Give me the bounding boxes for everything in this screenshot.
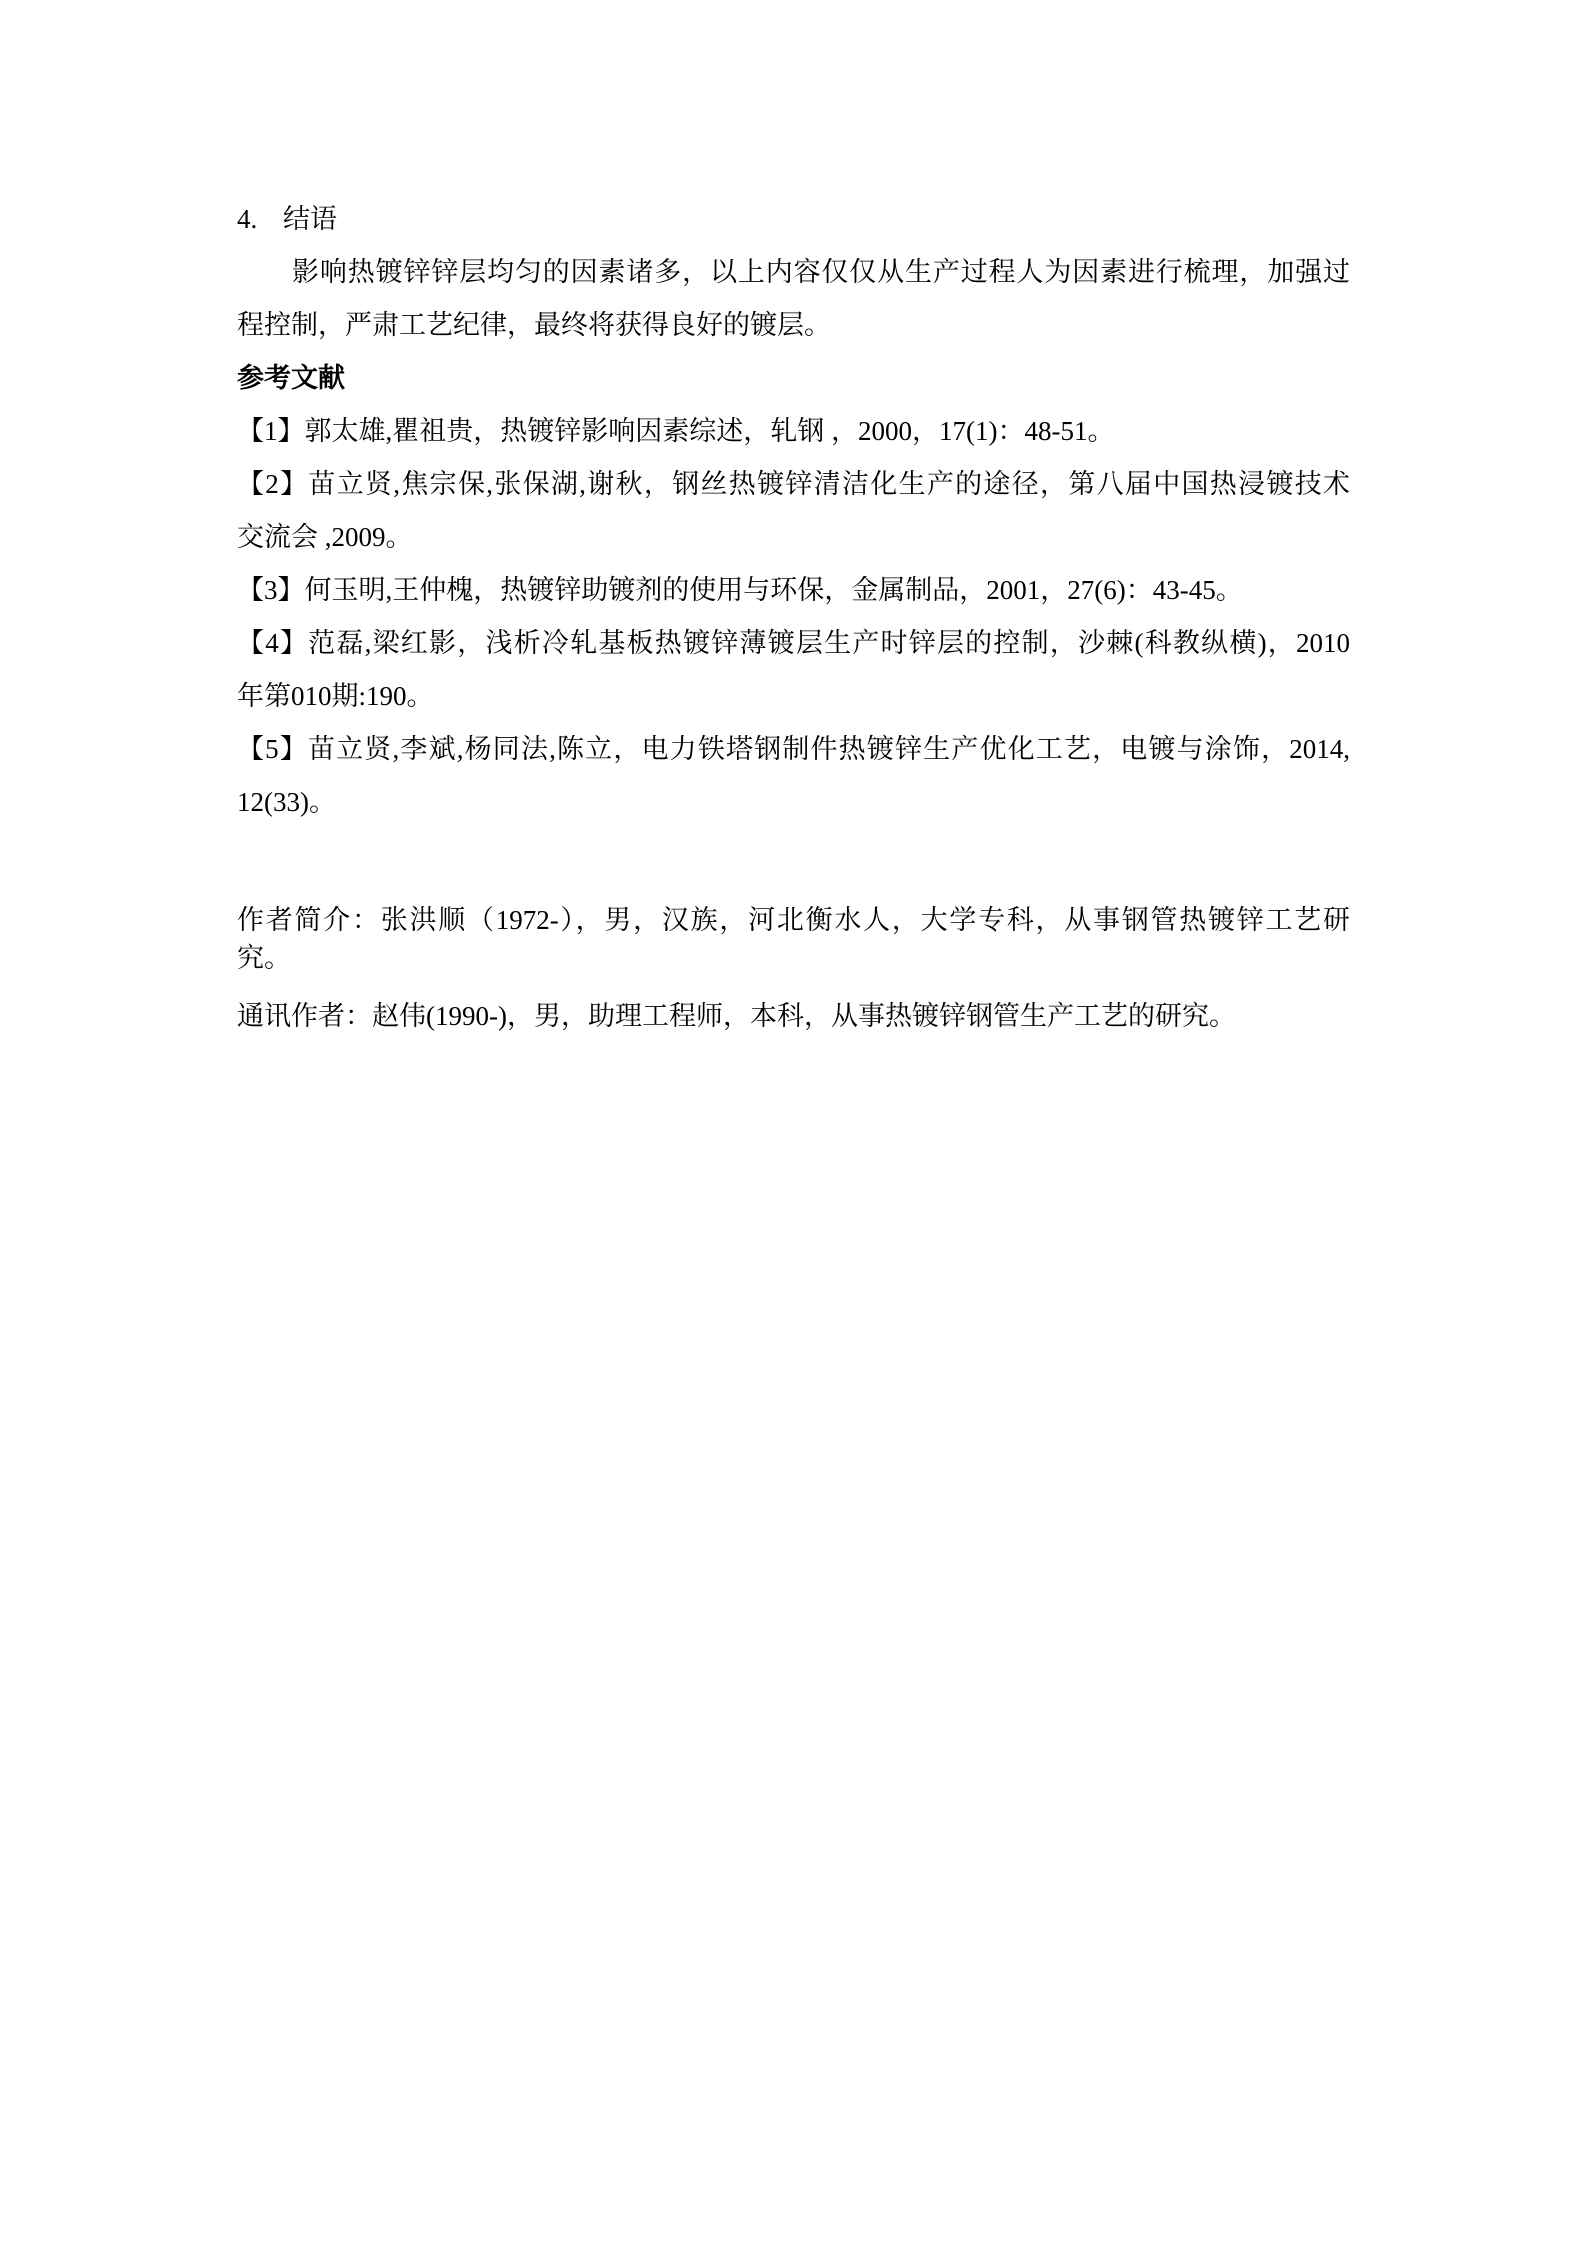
- document-body: [237, 0, 1350, 1035]
- references-heading: 参考文献: [237, 363, 345, 393]
- corresponding-author-paragraph: [237, 997, 1350, 1035]
- author-bio-line: 究。: [237, 943, 291, 973]
- reference-item-1: 【1】郭太雄,瞿祖贵，热镀锌影响因素综述，轧钢 ，2000，17(1)：48-51。: [237, 416, 1115, 446]
- conclusion-paragraph-line: 影响热镀锌锌层均匀的因素诸多，以上内容仅仅从生产过程人为因素进行梳理，加强过: [292, 257, 1350, 287]
- main-text-block: [237, 193, 1350, 829]
- author-bio-line: 作者简介：张洪顺（1972-），男，汉族，河北衡水人，大学专科，从事钢管热镀锌工艺研: [237, 905, 1350, 935]
- section-heading: [237, 193, 1350, 246]
- reference-item-5-line: 【5】苗立贤,李斌,杨同法,陈立，电力铁塔钢制件热镀锌生产优化工艺，电镀与涂饰，2014,: [237, 734, 1350, 764]
- author-bio-paragraph: [237, 901, 1350, 977]
- section-heading-number: 4.: [237, 204, 258, 234]
- reference-item-5-line: 12(33)。: [237, 787, 336, 817]
- conclusion-paragraph-line: 程控制，严肃工艺纪律，最终将获得良好的镀层。: [237, 310, 831, 340]
- reference-item-4-line: 【4】范磊,梁红影，浅析冷轧基板热镀锌薄镀层生产时锌层的控制，沙棘(科教纵横)，2010: [237, 628, 1350, 658]
- reference-item-2-line: 交流会 ,2009。: [237, 522, 413, 552]
- reference-item-4-line: 年第010期:190。: [237, 681, 434, 711]
- corresponding-author-line: 通讯作者：赵伟(1990-)，男，助理工程师，本科，从事热镀锌钢管生产工艺的研究。: [237, 1001, 1236, 1031]
- section-heading-title: 结语: [283, 204, 337, 234]
- reference-item-3: 【3】何玉明,王仲槐，热镀锌助镀剂的使用与环保，金属制品，2001，27(6)：43-45。: [237, 575, 1243, 605]
- reference-item-2-line: 【2】苗立贤,焦宗保,张保湖,谢秋，钢丝热镀锌清洁化生产的途径，第八届中国热浸镀技术: [237, 469, 1350, 499]
